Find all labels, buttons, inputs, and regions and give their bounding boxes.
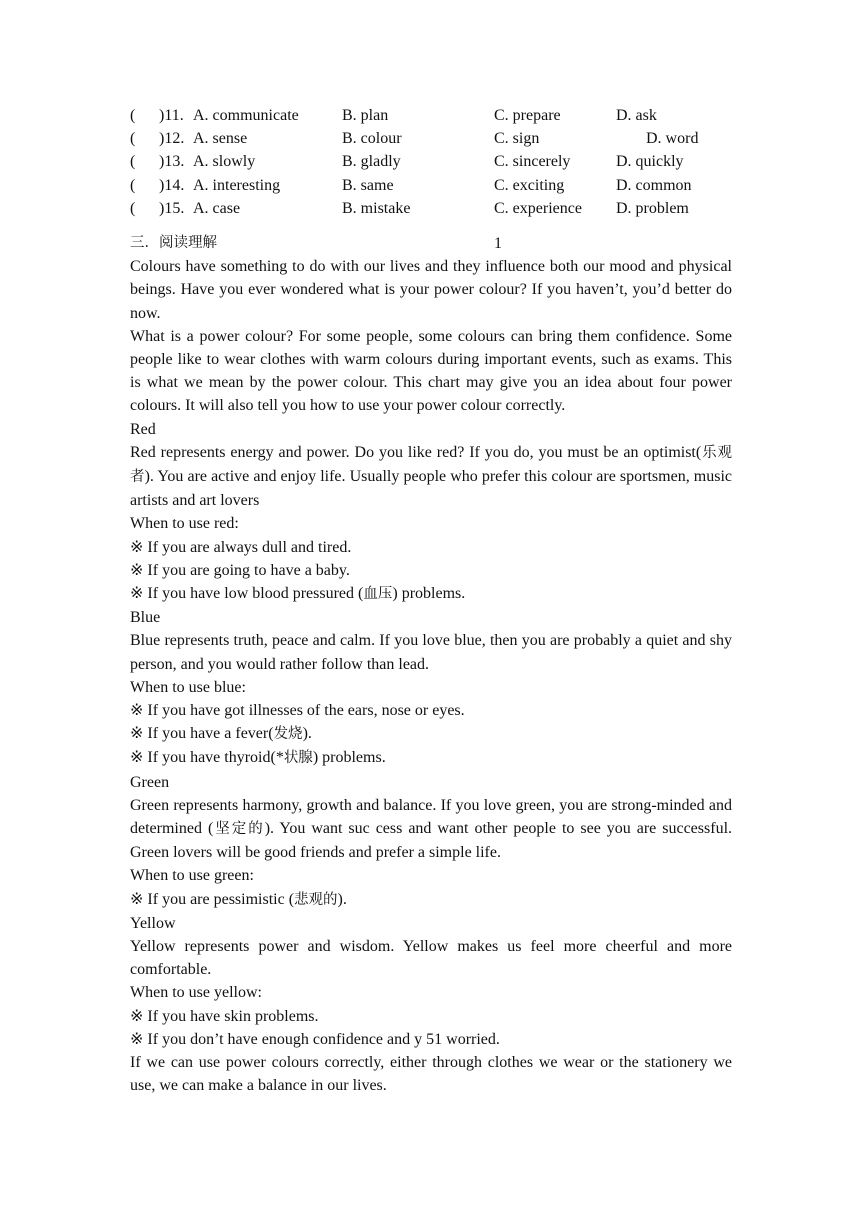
text-segment: ※ If you have thyroid(* (130, 749, 284, 767)
section-title: 三．阅读理解 (130, 234, 217, 251)
text-segment: ※ If you are pessimistic ( (130, 890, 295, 908)
text-segment: Red represents energy and power. Do you like red? If you do, you must be an optimist( (130, 443, 702, 461)
chinese-gloss: 乐观者 (130, 444, 733, 485)
red-heading: Red (130, 420, 156, 438)
green-item-1 (130, 888, 732, 912)
blue-item-3 (130, 746, 732, 770)
intro-paragraph-2: What is a power colour? For some people, some colours can bring them confidence. Some people like to wear clothes with warm colours during important events, such as exams. This is what we mean by the power colour. This chart may give you an idea about four power colours. It will also tell you how to use your power colour correctly. (130, 327, 732, 415)
answer-blank: ( (130, 130, 136, 148)
answer-blank: ( (130, 107, 136, 124)
option-c: C. sign (494, 130, 540, 148)
text-segment: ). You want suc cess and want other people to see you are successful. Green lovers will be good friends and prefer a simple life. (130, 820, 733, 862)
question-number: )11. (159, 107, 184, 124)
text-segment: ). (337, 890, 347, 908)
question-number: )12. (159, 130, 185, 148)
text-segment: Green represents harmony, growth and balance. If you love green, you are strong-minded and determined ( (130, 796, 732, 837)
blue-heading: Blue (130, 609, 161, 627)
green-heading: Green (130, 773, 170, 791)
intro-paragraph-1: Colours have something to do with our lives and they influence both our mood and physical beings. Have you ever wondered what is your power colour? If you haven’t, you’d better do now. (130, 258, 732, 322)
document-page (130, 104, 732, 1097)
multiple-choice-questions (130, 104, 732, 220)
question-number: )15. (159, 199, 185, 217)
option-d: D. word (646, 130, 699, 148)
answer-blank: ( (130, 176, 136, 194)
question-row-15 (130, 197, 732, 220)
text-segment: ). (302, 725, 312, 743)
text-segment: ) problems. (312, 749, 386, 767)
chinese-gloss: 坚定的 (213, 821, 265, 837)
red-item-1: ※ If you are always dull and tired. (130, 538, 352, 556)
option-d: D. problem (616, 199, 689, 217)
blue-description: Blue represents truth, peace and calm. If you love blue, then you are probably a quiet and shy person, and you would rather follow than lead. (130, 632, 732, 673)
option-a: A. communicate (193, 107, 299, 124)
red-item-2: ※ If you are going to have a baby. (130, 561, 350, 579)
blue-when-heading: When to use blue: (130, 678, 246, 696)
green-description (130, 794, 732, 865)
question-number: )14. (159, 176, 185, 194)
passage-number: 1 (494, 234, 502, 252)
red-when-heading: When to use red: (130, 515, 239, 533)
chinese-gloss: 悲观的 (294, 891, 338, 908)
closing-paragraph: If we can use power colours correctly, either through clothes we wear or the stationery we use, we can make a balance in our lives. (130, 1054, 732, 1095)
red-description (130, 441, 732, 513)
blue-item-1: ※ If you have got illnesses of the ears, nose or eyes. (130, 701, 465, 719)
text-segment: ) problems. (392, 584, 466, 602)
text-segment: ※ If you have low blood pressured ( (130, 584, 364, 602)
option-a: A. case (193, 199, 241, 217)
option-a: A. interesting (193, 176, 281, 194)
option-d: D. common (616, 176, 692, 194)
question-number: )13. (159, 153, 185, 171)
yellow-heading: Yellow (130, 914, 176, 932)
chinese-gloss: 血压 (363, 585, 393, 602)
blue-item-2 (130, 722, 732, 746)
yellow-item-2: ※ If you don’t have enough confidence and y 51 worried. (130, 1030, 500, 1048)
question-row-14 (130, 174, 732, 197)
option-c: C. experience (494, 199, 582, 217)
option-b: B. same (342, 176, 394, 194)
option-b: B. colour (342, 130, 402, 148)
option-d: D. ask (616, 107, 657, 124)
text-segment: ). You are active and enjoy life. Usually people who prefer this colour are sportsmen, music artists and art lovers (130, 467, 733, 510)
answer-blank: ( (130, 199, 136, 217)
yellow-description: Yellow represents power and wisdom. Yellow makes us feel more cheerful and more comfortable. (130, 938, 732, 979)
option-c: C. prepare (494, 107, 561, 124)
text-segment: ※ If you have a fever( (130, 725, 274, 743)
answer-blank: ( (130, 153, 136, 171)
red-item-3 (130, 582, 732, 606)
option-b: B. mistake (342, 199, 411, 217)
option-a: A. slowly (193, 153, 256, 171)
green-when-heading: When to use green: (130, 867, 254, 885)
chinese-gloss: 状腺 (283, 750, 313, 767)
section-heading (130, 232, 732, 255)
yellow-item-1: ※ If you have skin problems. (130, 1007, 319, 1025)
reading-passage (130, 255, 732, 1097)
question-row-12 (130, 127, 732, 150)
question-row-11 (130, 104, 732, 127)
option-b: B. gladly (342, 153, 401, 171)
option-b: B. plan (342, 107, 389, 124)
option-a: A. sense (193, 130, 248, 148)
option-c: C. exciting (494, 176, 565, 194)
question-row-13 (130, 150, 732, 173)
option-c: C. sincerely (494, 153, 571, 171)
chinese-gloss: 发烧 (273, 726, 303, 743)
option-d: D. quickly (616, 153, 684, 171)
yellow-when-heading: When to use yellow: (130, 984, 262, 1002)
